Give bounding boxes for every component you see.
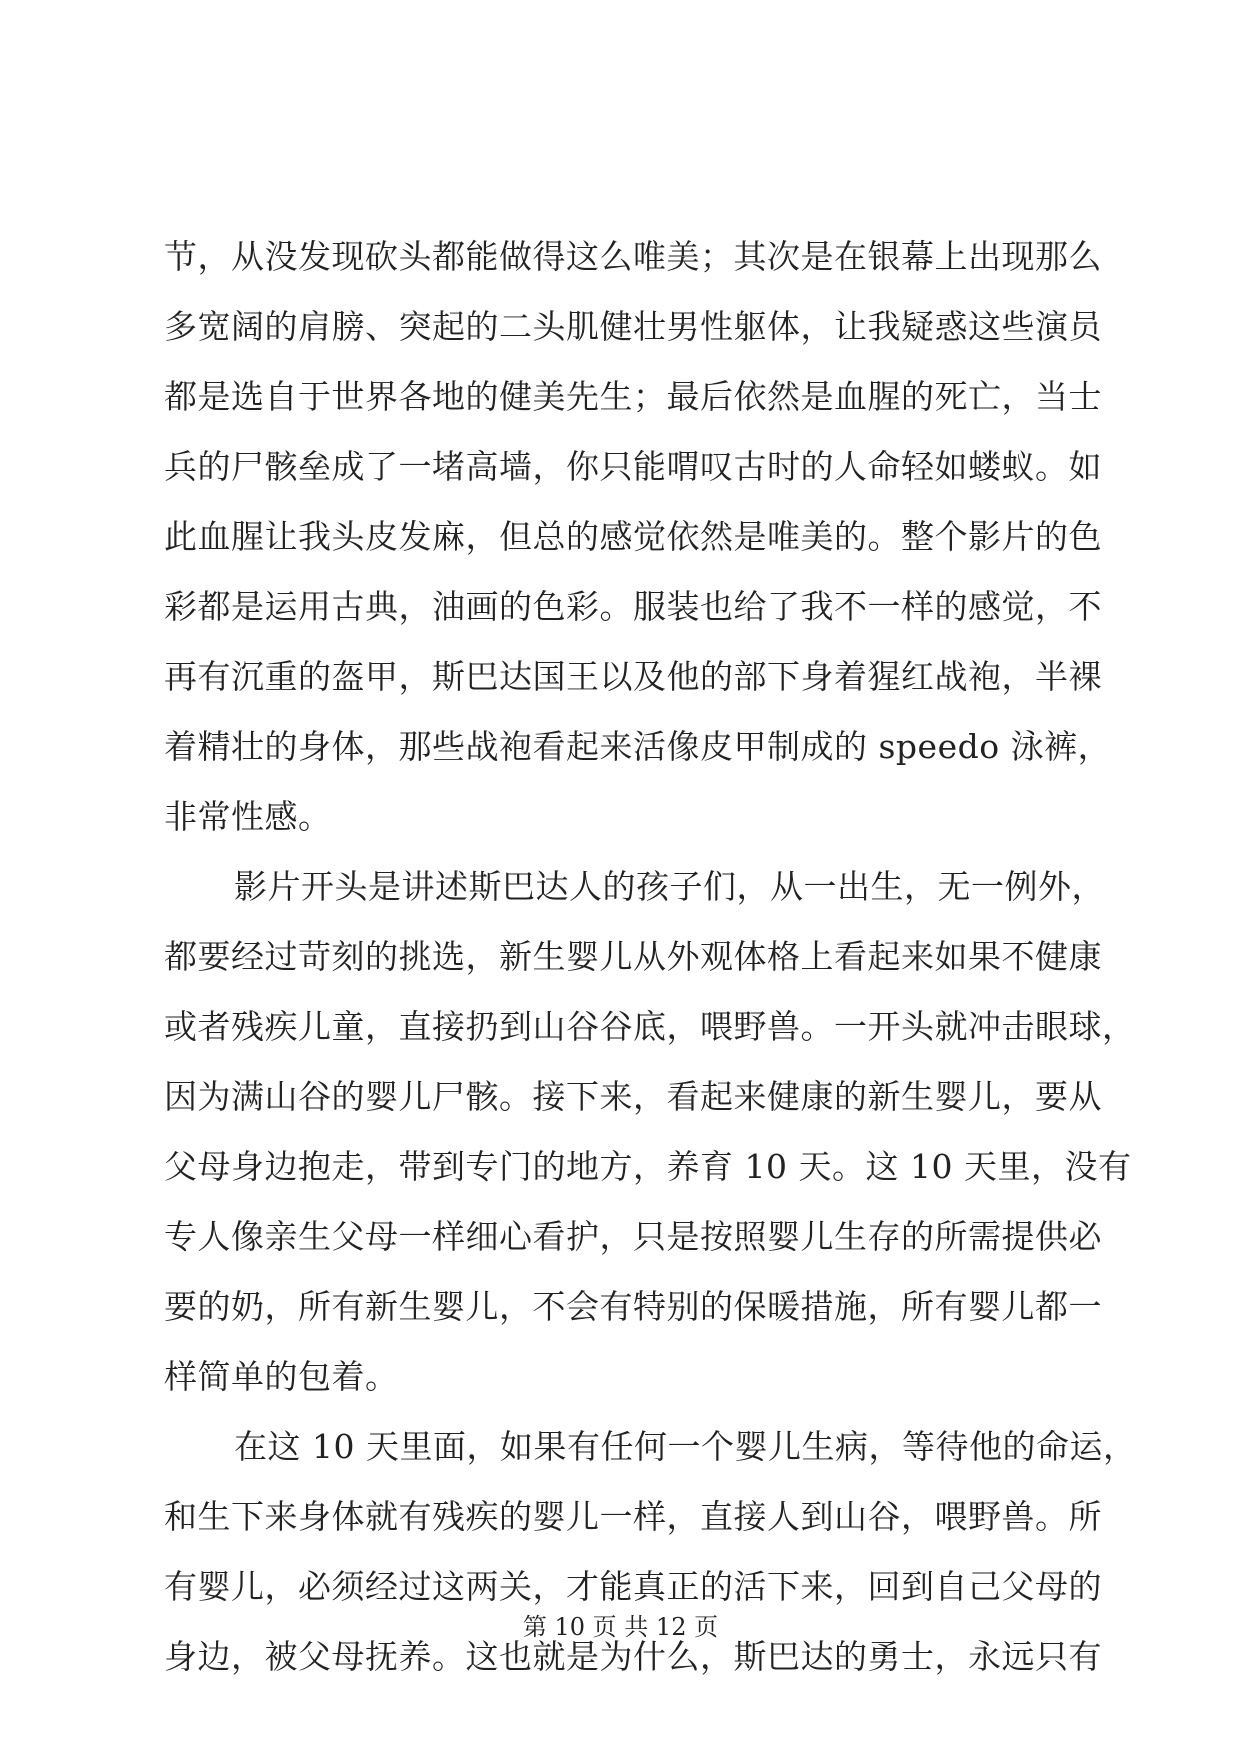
text-line: 再有沉重的盔甲，斯巴达国王以及他的部下身着猩红战袍，半裸 (164, 657, 1102, 696)
text-line: 身边，被父母抚养。这也就是为什么，斯巴达的勇士，永远只有 (164, 1637, 1102, 1676)
text-line: 此血腥让我头皮发麻，但总的感觉依然是唯美的。整个影片的色 (164, 517, 1102, 556)
text-line: 兵的尸骸垒成了一堵高墙，你只能喟叹古时的人命轻如蝼蚁。如 (164, 447, 1102, 486)
text-line: 都要经过苛刻的挑选，新生婴儿从外观体格上看起来如果不健康 (164, 937, 1102, 976)
text-line: 要的奶，所有新生婴儿，不会有特别的保暖措施，所有婴儿都一 (164, 1287, 1102, 1326)
text-line: 父母身边抱走，带到专门的地方，养育 10 天。这 10 天里，没有 (164, 1147, 1132, 1186)
text-line: 着精壮的身体，那些战袍看起来活像皮甲制成的 speedo 泳裤， (164, 727, 1112, 766)
text-line: 专人像亲生父母一样细心看护，只是按照婴儿生存的所需提供必 (164, 1217, 1102, 1256)
paragraph-3 (164, 1412, 1137, 1692)
text-line-first: 在这 10 天里面，如果有任何一个婴儿生病，等待他的命运， (234, 1427, 1137, 1466)
text-line: 有婴儿，必须经过这两关，才能真正的活下来，回到自己父母的 (164, 1567, 1102, 1606)
text-line: 节，从没发现砍头都能做得这么唯美；其次是在银幕上出现那么 (164, 237, 1102, 276)
document-body (164, 222, 1137, 1692)
page-number-footer: 第 10 页 共 12 页 (522, 1613, 719, 1641)
paragraph-1 (164, 222, 1112, 852)
text-line-first: 影片开头是讲述斯巴达人的孩子们，从一出生，无一例外， (234, 867, 1105, 906)
text-line: 样简单的包着。 (164, 1357, 399, 1396)
paragraph-2 (164, 852, 1136, 1412)
text-line: 非常性感。 (164, 797, 332, 836)
text-line: 都是选自于世界各地的健美先生；最后依然是血腥的死亡，当士 (164, 377, 1102, 416)
text-line: 或者残疾儿童，直接扔到山谷谷底，喂野兽。一开头就冲击眼球， (164, 1007, 1136, 1046)
text-line: 多宽阔的肩膀、突起的二头肌健壮男性躯体，让我疑惑这些演员 (164, 307, 1102, 346)
text-line: 彩都是运用古典，油画的色彩。服装也给了我不一样的感觉，不 (164, 587, 1102, 626)
text-line: 因为满山谷的婴儿尸骸。接下来，看起来健康的新生婴儿，要从 (164, 1077, 1102, 1116)
text-line: 和生下来身体就有残疾的婴儿一样，直接人到山谷，喂野兽。所 (164, 1497, 1102, 1536)
